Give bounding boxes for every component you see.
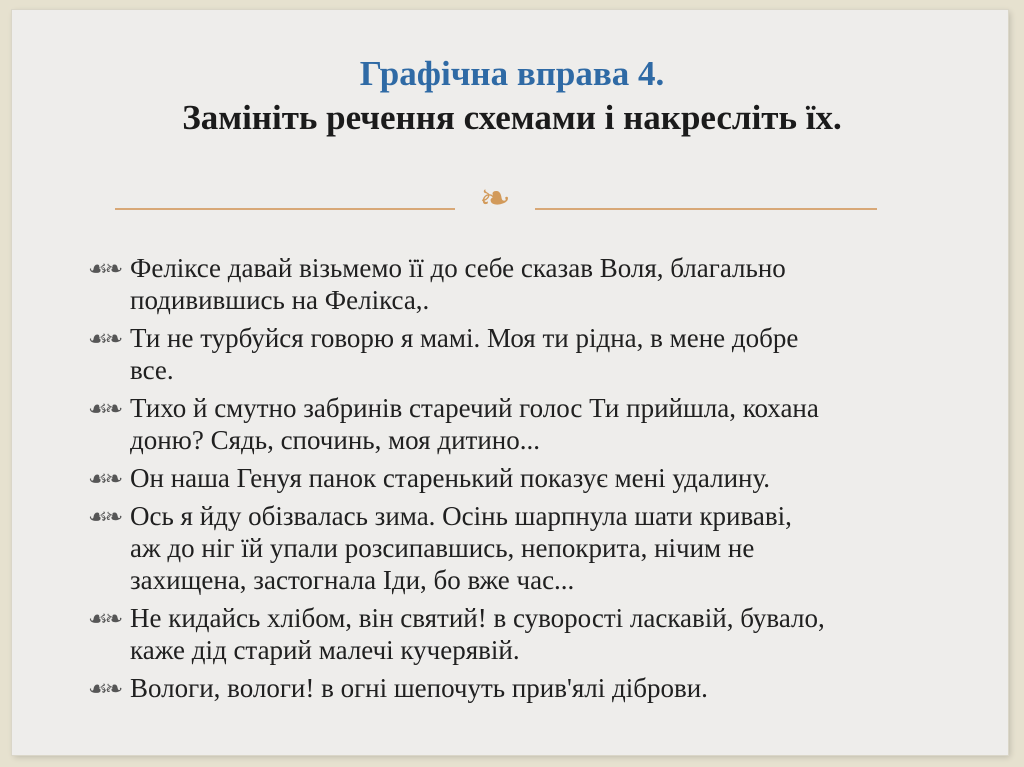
list-item-line: Не кидайсь хлібом, він святий! в суворості ласкавій, бувало,	[130, 603, 825, 633]
ornate-bullet-icon: ☙❧	[88, 326, 121, 351]
list-item-line: Ти не турбуйся говорю я мамі. Моя ти рідна, в мене добре	[130, 323, 799, 353]
ornate-bullet-icon: ☙❧	[88, 606, 121, 631]
list-item-line: все.	[130, 355, 174, 385]
ornate-bullet-icon: ☙❧	[88, 466, 121, 491]
list-item-line: подивившись на Фелікса,.	[130, 285, 430, 315]
ornate-bullet-icon: ☙❧	[88, 396, 121, 421]
list-item-line: захищена, застогнала Іди, бо вже час...	[130, 565, 575, 595]
list-item-line: аж до ніг їй упали розсипавшись, непокрита, нічим не	[130, 533, 755, 563]
list-item-line: Ось я йду обізвалась зима. Осінь шарпнула шати криваві,	[130, 501, 792, 531]
bullet-list	[86, 252, 946, 710]
list-item	[86, 462, 946, 494]
divider-line-right	[535, 208, 877, 210]
list-item	[86, 672, 946, 704]
divider-line-left	[115, 208, 455, 210]
list-item-line: Феліксе давай візьмемо її до себе сказав Воля, благально	[130, 253, 786, 283]
list-item-line: Тихо й смутно забринів старечий голос Ти прийшла, кохана	[130, 393, 819, 423]
list-item-line: Вологи, вологи! в огні шепочуть прив'ялі діброви.	[130, 673, 708, 703]
list-item	[86, 500, 946, 596]
list-item-line: Он наша Генуя панок старенький показує мені удалину.	[130, 463, 771, 493]
list-item	[86, 322, 946, 386]
title-line-2: Замініть речення схемами і накресліть їх.	[182, 98, 842, 137]
title-divider	[115, 178, 877, 221]
list-item-line: доню? Сядь, спочинь, моя дитино...	[130, 425, 540, 455]
slide-title	[0, 52, 1024, 140]
ornate-flourish-icon: ❧	[479, 178, 511, 220]
list-item	[86, 392, 946, 456]
list-item	[86, 252, 946, 316]
ornate-bullet-icon: ☙❧	[88, 256, 121, 281]
ornate-bullet-icon: ☙❧	[88, 504, 121, 529]
list-item-line: каже дід старий малечі кучерявій.	[130, 635, 520, 665]
title-line-1: Графічна вправа 4.	[359, 54, 665, 93]
ornate-bullet-icon: ☙❧	[88, 676, 121, 701]
list-item	[86, 602, 946, 666]
